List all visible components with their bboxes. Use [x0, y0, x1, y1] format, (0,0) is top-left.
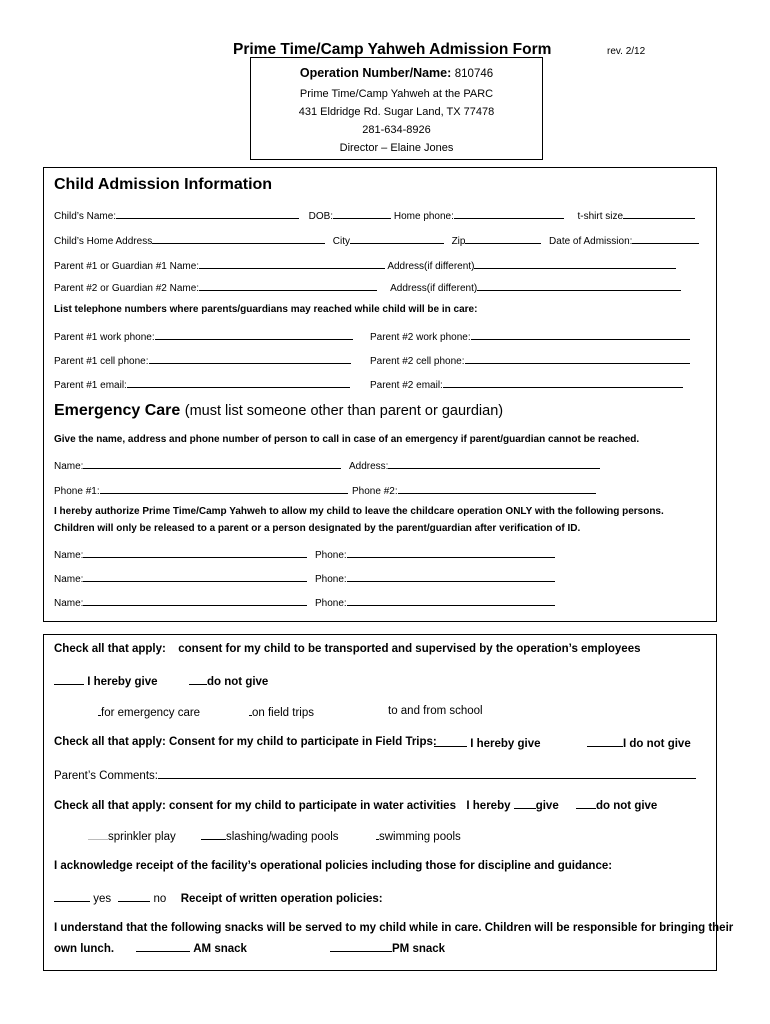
parent2-cell-phone-label: Parent #2 cell phone:	[370, 356, 465, 367]
wading-check[interactable]	[201, 829, 226, 840]
parent2-work-phone-row	[370, 329, 690, 343]
parent2-email-field[interactable]	[443, 377, 683, 388]
release-person-3-name	[54, 595, 307, 609]
parent1-email-row	[54, 377, 350, 391]
release-phone-label: Phone:	[315, 574, 347, 585]
field-trips-option-label: on field trips	[252, 707, 315, 719]
release-person-1-phone	[315, 547, 555, 561]
parent1-row	[54, 258, 676, 272]
revision-label: rev. 2/12	[607, 46, 646, 57]
policies-acknowledgement: I acknowledge receipt of the facility’s operational policies including those for discipline and guidance:	[54, 860, 613, 872]
policies-yes-field[interactable]	[54, 891, 90, 902]
parent1-cell-phone-label: Parent #1 cell phone:	[54, 356, 149, 367]
emergency-name-label: Name:	[54, 461, 84, 472]
release-name-field[interactable]	[83, 595, 307, 606]
home-phone-label: Home phone:	[393, 211, 454, 222]
parent1-name-label: Parent #1 or Guardian #1 Name:	[54, 261, 200, 272]
field-trips-option	[249, 705, 314, 719]
water-not-give-label: do not give	[596, 800, 658, 812]
transport-consent-text: consent for my child to be transported and supervised by the operation’s employees	[178, 643, 641, 655]
policies-no-label: no	[153, 893, 167, 905]
release-person-2-name	[54, 571, 307, 585]
parent1-work-phone-row	[54, 329, 353, 343]
parent2-work-phone-label: Parent #2 work phone:	[370, 332, 471, 343]
tshirt-label: t-shirt size	[577, 211, 624, 222]
field-trip-give-label: I hereby give	[470, 738, 541, 750]
water-consent-row	[54, 798, 559, 812]
release-phone-field[interactable]	[347, 595, 555, 606]
parent2-cell-phone-row	[370, 353, 690, 367]
child-name-row	[54, 208, 695, 222]
child-name-label: Child’s Name:	[54, 211, 117, 222]
water-not-give-field[interactable]	[576, 798, 596, 809]
dob-field[interactable]	[333, 208, 391, 219]
sprinkler-option	[88, 829, 176, 843]
emergency-address-field[interactable]	[388, 458, 600, 469]
emergency-phone1-label: Phone #1:	[54, 486, 100, 497]
parent2-cell-phone-field[interactable]	[465, 353, 690, 364]
emergency-phone1-field[interactable]	[100, 483, 348, 494]
parent1-work-phone-label: Parent #1 work phone:	[54, 332, 155, 343]
transport-give-row	[54, 674, 158, 688]
field-trip-not-give-label: I do not give	[623, 738, 691, 750]
parent2-row	[54, 280, 681, 294]
operation-label: Operation Number/Name:	[299, 66, 452, 80]
parent2-address-label: Address(if different)	[390, 283, 478, 294]
pm-snack-field[interactable]	[330, 941, 392, 952]
admission-date-label: Date of Admission:	[549, 236, 633, 247]
field-trip-give-row	[434, 736, 541, 750]
own-lunch-label: own lunch.	[54, 943, 115, 955]
parent2-email-label: Parent #2 email:	[370, 380, 443, 391]
emergency-care-subtitle: (must list someone other than parent or gaurdian)	[184, 403, 504, 419]
parent-comments-row	[54, 768, 696, 782]
admission-date-field[interactable]	[632, 233, 699, 244]
emergency-name-field[interactable]	[83, 458, 341, 469]
tshirt-field[interactable]	[623, 208, 695, 219]
emergency-address-label: Address:	[349, 461, 389, 472]
water-consent-text: : consent for my child to participate in water activities	[162, 800, 456, 812]
emergency-care-title: Emergency Care	[54, 402, 181, 419]
school-option-label: to and from school	[388, 705, 483, 717]
release-name-field[interactable]	[83, 547, 307, 558]
phones-note: List telephone numbers where parents/guardians may reached while child will be in care:	[54, 304, 478, 315]
parent2-email-row	[370, 377, 683, 391]
operation-info-box	[250, 57, 543, 160]
parent2-address-field[interactable]	[477, 280, 681, 291]
transport-not-give-label: do not give	[207, 676, 269, 688]
transport-check-label: Check all that apply:	[54, 643, 166, 655]
parent-comments-label: Parent’s Comments:	[54, 770, 158, 782]
wading-option	[201, 829, 339, 843]
release-phone-field[interactable]	[347, 547, 555, 558]
parent2-work-phone-field[interactable]	[471, 329, 690, 340]
water-give-label: give	[535, 800, 559, 812]
field-trip-not-give-field[interactable]	[587, 736, 623, 747]
sprinkler-check[interactable]	[88, 829, 108, 840]
transport-give-field[interactable]	[54, 674, 84, 685]
child-admission-heading: Child Admission Information	[54, 176, 273, 193]
emergency-address-row	[349, 458, 600, 472]
release-name-label: Name:	[54, 574, 84, 585]
emergency-phone2-row	[352, 483, 596, 497]
snacks-line-2	[54, 941, 247, 955]
transport-give-label: I hereby give	[87, 676, 158, 688]
transport-not-give-row	[189, 674, 268, 688]
parent1-email-field[interactable]	[127, 377, 350, 388]
parent-comments-field[interactable]	[158, 768, 696, 779]
operation-line-1: Prime Time/Camp Yahweh at the PARC	[299, 88, 494, 100]
operation-line-2: 431 Eldridge Rd. Sugar Land, TX 77478	[298, 106, 495, 118]
am-snack-field[interactable]	[136, 941, 190, 952]
city-field[interactable]	[350, 233, 444, 244]
release-name-label: Name:	[54, 550, 84, 561]
snacks-line-1: I understand that the following snacks will be served to my child while in care. Children will be responsible for bringing their	[54, 922, 734, 934]
field-trip-give-field[interactable]	[434, 736, 467, 747]
parent1-cell-phone-field[interactable]	[149, 353, 351, 364]
school-option	[388, 705, 483, 717]
water-not-give-row	[576, 798, 657, 812]
field-trip-consent-label: Check all that apply: Consent for my child to participate in Field Trips:	[54, 736, 437, 748]
city-label: City	[332, 236, 350, 247]
policies-yes-label: yes	[93, 893, 112, 905]
release-person-3-phone	[315, 595, 555, 609]
emergency-instruction: Give the name, address and phone number of person to call in case of an emergency if parent/guardian cannot be reached.	[54, 434, 640, 445]
zip-field[interactable]	[465, 233, 541, 244]
field-trip-not-give-row	[587, 736, 691, 750]
authorization-line-2: Children will only be released to a parent or a person designated by the parent/guardian after verification of ID.	[54, 523, 581, 534]
parent1-name-field[interactable]	[199, 258, 385, 269]
parent1-work-phone-field[interactable]	[155, 329, 353, 340]
sprinkler-option-label: sprinkler play	[108, 831, 176, 843]
release-phone-label: Phone:	[315, 598, 347, 609]
operation-heading	[251, 66, 542, 80]
policies-receipt-label: Receipt of written operation policies:	[180, 893, 383, 905]
authorization-line-1: I hereby authorize Prime Time/Camp Yahweh to allow my child to leave the childcare operation ONLY with the following persons.	[54, 506, 664, 517]
emergency-phone2-label: Phone #2:	[352, 486, 398, 497]
release-phone-label: Phone:	[315, 550, 347, 561]
parent1-address-field[interactable]	[474, 258, 676, 269]
emergency-care-option-label: for emergency care	[101, 707, 201, 719]
dob-label: DOB:	[308, 211, 334, 222]
parent1-cell-phone-row	[54, 353, 351, 367]
swimming-option-label: swimming pools	[379, 831, 461, 843]
child-name-field[interactable]	[116, 208, 299, 219]
water-give-field[interactable]	[514, 798, 536, 809]
operation-number: 810746	[454, 68, 494, 80]
child-address-row	[54, 233, 699, 247]
transport-not-give-field[interactable]	[189, 674, 207, 685]
release-person-1-name	[54, 547, 307, 561]
emergency-care-heading	[54, 402, 503, 420]
pm-snack-row	[330, 941, 445, 955]
home-address-field[interactable]	[152, 233, 325, 244]
release-person-2-phone	[315, 571, 555, 585]
release-phone-field[interactable]	[347, 571, 555, 582]
parent2-name-label: Parent #2 or Guardian #2 Name:	[54, 283, 200, 294]
release-name-label: Name:	[54, 598, 84, 609]
emergency-phone1-row	[54, 483, 348, 497]
parent2-name-field[interactable]	[199, 280, 377, 291]
swimming-option	[376, 829, 461, 843]
home-address-label: Child’s Home Address	[54, 236, 153, 247]
parent1-email-label: Parent #1 email:	[54, 380, 127, 391]
water-hereby-label: I hereby	[466, 800, 511, 812]
zip-label: Zip	[451, 236, 466, 247]
emergency-name-row	[54, 458, 341, 472]
transport-consent-row	[54, 643, 640, 655]
release-name-field[interactable]	[83, 571, 307, 582]
parent1-address-label: Address(if different)	[387, 261, 475, 272]
form-title: Prime Time/Camp Yahweh Admission Form	[233, 41, 552, 58]
water-check-label: Check all that apply	[54, 800, 163, 812]
operation-line-4: Director – Elaine Jones	[339, 142, 454, 154]
policies-receipt-row	[54, 891, 383, 905]
home-phone-field[interactable]	[454, 208, 564, 219]
emergency-care-option	[98, 705, 200, 719]
operation-line-3: 281-634-8926	[362, 124, 431, 136]
wading-option-label: slashing/wading pools	[226, 831, 339, 843]
am-snack-label: AM snack	[193, 943, 247, 955]
policies-no-field[interactable]	[118, 891, 150, 902]
emergency-phone2-field[interactable]	[398, 483, 596, 494]
pm-snack-label: PM snack	[392, 943, 446, 955]
